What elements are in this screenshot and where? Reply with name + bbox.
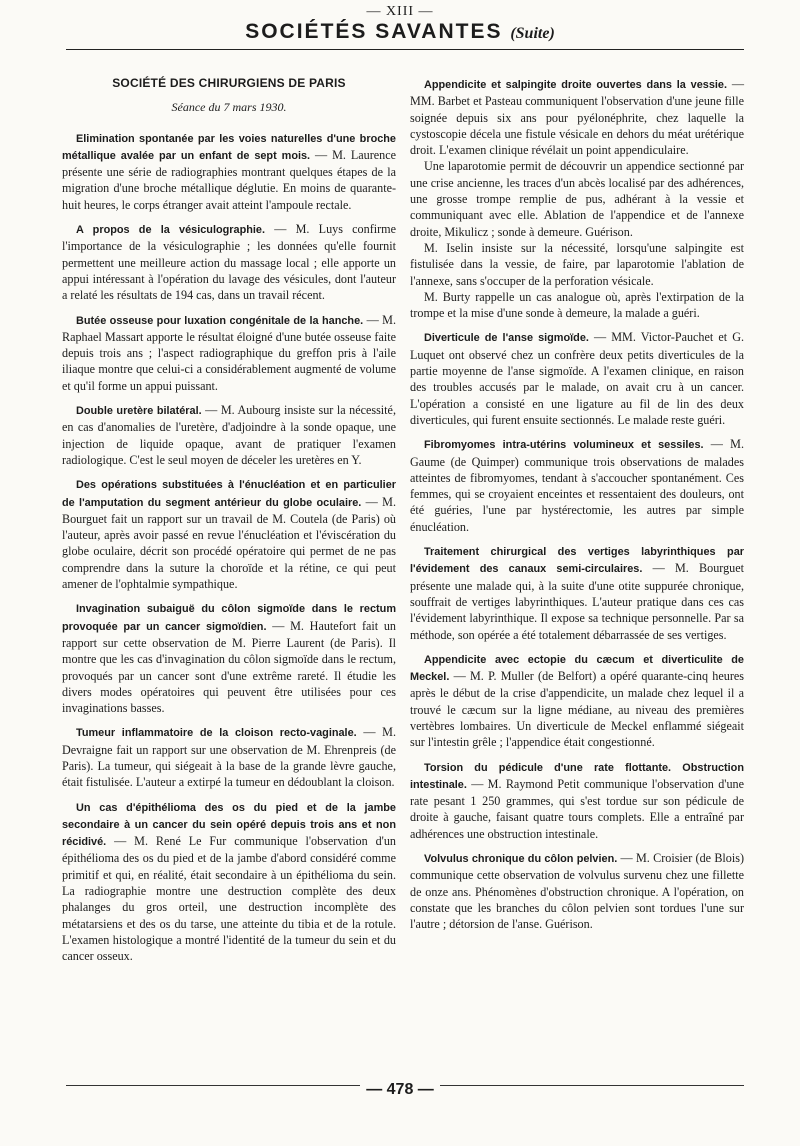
- page-title: [0, 20, 800, 44]
- article-heading: Appendicite et salpingite droite ouvertes dans la vessie.: [424, 79, 728, 91]
- article-heading: Invagination subaiguë du côlon sigmoïde dans le rectum provoquée par un cancer sigmoïdien.: [62, 603, 396, 633]
- article-body: — MM. Victor-Pauchet et G. Luquet ont observé chez un confrère deux petits diverticules de la partie moyenne de l'anse sigmoïde. A l'examen clinique, en raison des troubles accusés par le malade, on avait cru à un cancer. L'opération a consisté en une ligature au fil de lin des deux diverticules, qui furent ensuite sectionnés. Le malade reste guéri.: [410, 330, 744, 427]
- article-entry: [410, 759, 744, 842]
- article-entry: [410, 436, 744, 535]
- article-body: — MM. Barbet et Pasteau communiquent l'observation d'une jeune fille soignée depuis six ans pour pyélonéphrite, chez laquelle la cystoscopie décela une fistule vésicale en dehors du méat urétérique droit. L'examen clinique révélait un point appendiculaire.: [410, 77, 744, 158]
- article-body: — M. Aubourg insiste sur la nécessité, en cas d'anomalies de l'uretère, d'adjoindre à la sonde opaque, une injection de liquide opaque, avant de pratiquer l'examen radiologique. C'est le seul moyen de déceler les uretères en Y.: [62, 403, 396, 467]
- article-body: — M. P. Muller (de Belfort) a opéré quarante-cinq heures après le début de la crise d'appendicite, un malade chez lequel il a trouvé le cæcum sur la ligne médiane, au niveau des premières vertèbres lombaires. Un diverticule de Meckel enflammé siégeait sur l'intestin grêle ; l'appendice était congestionné.: [410, 669, 744, 750]
- article-entry: [410, 850, 744, 932]
- article-entry: [62, 312, 396, 394]
- article-entry: [62, 600, 396, 716]
- article-entry: [62, 476, 396, 592]
- page-title-text: SOCIÉTÉS SAVANTES: [245, 20, 503, 43]
- article-body: — M. Luys confirme l'importance de la vésiculographie ; les données qu'elle fournit permettent une meilleure action du massage local ; elle apporte un appui intéressant à l'opération du lavage des vésicules, dont l'auteur a relaté les résultats de 194 cas, dans un travail récent.: [62, 222, 396, 303]
- article-paragraph: M. Iselin insiste sur la nécessité, lorsqu'une salpingite est fistulisée dans la vessie, de faire, par laparotomie l'ablation de l'annexe, sans s'occuper de la perforation vésicale.: [410, 240, 744, 288]
- article-entry: [410, 329, 744, 428]
- article-heading: Un cas d'épithélioma des os du pied et de la jambe secondaire à un cancer du sein opéré depuis trois ans et non récidivé.: [62, 801, 396, 849]
- article-entry: [62, 130, 396, 213]
- article-heading: Fibromyomes intra-utérins volumineux et sessiles.: [424, 439, 704, 452]
- article-body: — M. René Le Fur communique l'observation d'un épithélioma des os du pied et de la jambe d'abord considéré comme primitif et qui, en réalité, était secondaire à un épithélioma du sein. La radiographie montre une destruction complète des deux phalanges du gros orteil, une destruction incomplète des métatarsiens et des os du tarse, une atteinte du tibia et de la rotule. L'examen histologique a montré l'identité de la tumeur du sein et du cancer osseux.: [62, 834, 396, 964]
- article-body: — M. Croisier (de Blois) communique cette observation de volvulus survenu chez une fillette de onze ans. Phénomènes d'obstruction chronique. A l'opération, on constate que les branches du côlon pelvien sont tordues l'une sur l'autre ; détorsion de l'anse. Guérison.: [410, 851, 745, 932]
- top-page-number: — XIII —: [366, 4, 434, 19]
- article-body: — M. Bourguet présente une malade qui, à la suite d'une otite suppurée chronique, souffrait de vertiges labyrinthiques. L'auteur pratique dans ces cas l'évidement labyrinthique. Il expose sa technique personnelle. Par sa méthode, son opérée a été totalement débarrassée de ses vertiges.: [410, 561, 744, 642]
- article-body: — M. Gaume (de Quimper) communique trois observations de malades atteintes de fibromyomes, tendant à s'accoucher spontanément. Ces femmes, qui se croyaient enceintes et ressentaient des douleurs, ont été guéries, l'une par hystérectomie, les autres par simple énucléation.: [410, 437, 744, 534]
- article-heading: Diverticule de l'anse sigmoïde.: [424, 332, 589, 345]
- article-heading: Traitement chirurgical des vertiges labyrinthiques par l'évidement des canaux semi-circulaires.: [410, 546, 744, 576]
- bottom-page-number-text: — 478 —: [360, 1081, 440, 1098]
- title-rule: [66, 49, 744, 50]
- article-heading: Des opérations substituées à l'énucléation et en particulier de l'amputation du segment antérieur du globe oculaire.: [62, 479, 396, 509]
- session-date: Séance du 7 mars 1930.: [171, 100, 287, 115]
- article-heading: Tumeur inflammatoire de la cloison recto-vaginale.: [76, 727, 357, 740]
- article-entry: [410, 76, 744, 321]
- article-body: — M. Raymond Petit communique l'observation d'une rate pesant 1 250 grammes, qui s'est tordue sur son pédicule de droite à gauche, faisant quatre tours complets. Elle a entraîné par adhérences une obstruction intestinale.: [410, 776, 744, 841]
- article-entry: [62, 799, 396, 965]
- right-column: [410, 76, 744, 941]
- bottom-page-number: [0, 1081, 800, 1099]
- article-entry: [62, 402, 396, 468]
- article-heading: Elimination spontanée par les voies naturelles d'une broche métallique avalée par un enfant de sept mois.: [62, 132, 396, 162]
- article-body: — M. Bourguet fait un rapport sur un travail de M. Coutela (de Paris) où l'auteur, après avoir passé en revue l'énucléation et l'éviscération du globe oculaire, décrit son procédé opératoire qui permet de ne pas comprendre dans la suture la choroïde et la rétine, ce qui peut amener de l'ophtalmie sympathique.: [62, 494, 396, 592]
- article-body: — M. Hautefort fait un rapport sur cette observation de M. Pierre Laurent (de Paris). Il montre que les cas d'invagination du côlon sigmoïde dans le rectum, provoqués par un cancer sont d'une extrême rareté. Il étudie les divers modes opératoires qui peuvent être utilisées pour ces invaginations basses.: [62, 618, 396, 716]
- left-column: [62, 75, 396, 973]
- article-body: — M. Devraigne fait un rapport sur une observation de M. Ehrenpreis (de Paris). La tumeur, qui siégeait à la base de la grande lèvre gauche, était fistulisée. L'auteur a extirpé la tumeur en dédoublant la cloison.: [62, 725, 396, 790]
- article-heading: A propos de la vésiculographie.: [76, 224, 265, 237]
- article-heading: Butée osseuse pour luxation congénitale de la hanche.: [76, 314, 364, 327]
- article-heading: Torsion du pédicule d'une rate flottante. Obstruction intestinale.: [410, 761, 744, 791]
- article-entry: [410, 543, 744, 643]
- article-body: — M. Raphael Massart apporte le résultat éloigné d'une butée osseuse faite depuis trois ans ; l'aspect radiographique du greffon pris à l'aile iliaque montre que celui-ci a considérablement augmenté de volume et qu'il forme un appui puissant.: [62, 312, 396, 393]
- society-heading: SOCIÉTÉ DES CHIRURGIENS DE PARIS: [112, 76, 346, 90]
- article-entry: [62, 221, 396, 303]
- article-paragraph: M. Burty rappelle un cas analogue où, après l'extirpation de la trompe et la mise d'une sonde à demeure, la malade a guéri.: [410, 289, 744, 321]
- article-entry: [410, 651, 744, 751]
- article-heading: Double uretère bilatéral.: [76, 405, 202, 418]
- article-heading: Volvulus chronique du côlon pelvien.: [424, 853, 618, 866]
- page-title-suffix: (Suite): [510, 25, 555, 42]
- article-entry: [62, 724, 396, 790]
- article-heading: Appendicite avec ectopie du cæcum et diverticulite de Meckel.: [410, 653, 744, 684]
- article-paragraph: Une laparotomie permit de découvrir un appendice sectionné par une crise ancienne, les traces d'un abcès localisé par des adhérences, une grosse trompe remplie de pus, adhérant à la vessie et communiquant avec elle. Ablation de l'appendice et de l'annexe droite, Mikulicz ; sonde à demeure. Guérison.: [410, 159, 744, 239]
- article-body: — M. Laurence présente une série de radiographies montrant quelques étapes de la migration d'une broche métallique déglutie. En moins de quarante-huit heures, le corps étranger avait atteint l'ampoule rectale.: [62, 147, 397, 212]
